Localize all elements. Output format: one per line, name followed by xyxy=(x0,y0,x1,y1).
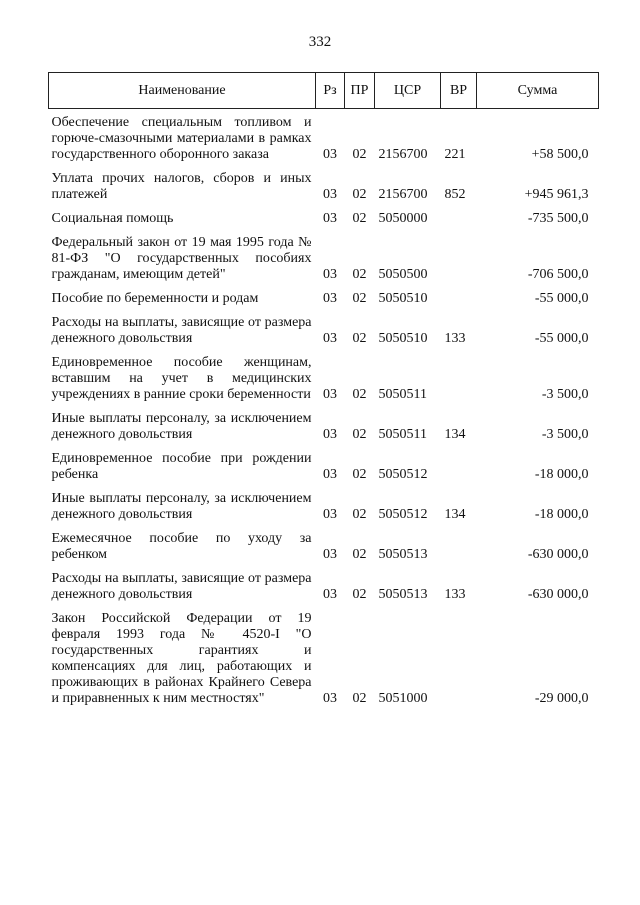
table-header xyxy=(49,73,599,109)
budget-table xyxy=(48,72,599,711)
row-name: Закон Российской Федерации от 19 февраля 1993 года № 4520-I "О государственных гарантиях и компенсациях для лиц, работающих и проживающих в районах Крайнего Севера и приравненных к ним местностях" xyxy=(51,611,312,706)
header-vr: ВР xyxy=(441,73,477,109)
row-rz: 03 xyxy=(323,331,337,346)
row-rz: 03 xyxy=(323,691,337,706)
row-pr: 02 xyxy=(352,427,367,442)
row-name: Социальная помощь xyxy=(51,211,174,226)
row-csr: 2156700 xyxy=(378,187,428,202)
row-csr: 5050500 xyxy=(378,267,428,282)
row-pr: 02 xyxy=(352,387,367,402)
row-sum: -706 500,0 xyxy=(527,267,589,282)
row-name: Пособие по беременности и родам xyxy=(51,291,259,306)
row-name: Единовременное пособие женщинам, вставшим на учет в медицинских учреждениях в ранние сроки беременности xyxy=(51,355,312,402)
row-csr: 5050512 xyxy=(378,467,428,482)
row-sum: -55 000,0 xyxy=(534,291,589,306)
row-sum: -3 500,0 xyxy=(541,387,589,402)
row-pr: 02 xyxy=(352,211,367,226)
row-vr xyxy=(441,351,477,407)
row-pr: 02 xyxy=(352,691,367,706)
row-rz: 03 xyxy=(323,187,337,202)
row-csr: 5050513 xyxy=(378,587,428,602)
row-vr: 852 xyxy=(444,187,466,202)
row-pr: 02 xyxy=(352,587,367,602)
row-name: Расходы на выплаты, зависящие от размера денежного довольствия xyxy=(51,315,312,346)
header-sum: Сумма xyxy=(477,73,599,109)
row-sum: -735 500,0 xyxy=(527,211,589,226)
row-pr: 02 xyxy=(352,267,367,282)
row-vr: 134 xyxy=(444,427,466,442)
row-vr: 134 xyxy=(444,507,466,522)
row-pr: 02 xyxy=(352,507,367,522)
row-rz: 03 xyxy=(323,267,337,282)
row-csr: 5050511 xyxy=(378,427,427,442)
row-vr: 133 xyxy=(444,587,466,602)
row-rz: 03 xyxy=(323,507,337,522)
table-row xyxy=(49,311,599,351)
row-sum: -55 000,0 xyxy=(534,331,589,346)
row-name: Обеспечение специальным топливом и горюче-смазочными материалами в рамках государственного оборонного заказа xyxy=(51,115,312,162)
row-name: Расходы на выплаты, зависящие от размера денежного довольствия xyxy=(51,571,312,602)
header-csr: ЦСР xyxy=(375,73,441,109)
table-row xyxy=(49,207,599,231)
table-row xyxy=(49,607,599,711)
header-pr: ПР xyxy=(345,73,375,109)
row-pr: 02 xyxy=(352,147,367,162)
row-name: Уплата прочих налогов, сборов и иных платежей xyxy=(51,171,312,202)
row-name: Единовременное пособие при рождении ребенка xyxy=(51,451,312,482)
row-sum: -3 500,0 xyxy=(541,427,589,442)
page-number: 332 xyxy=(308,34,332,50)
row-csr: 5050513 xyxy=(378,547,428,562)
header-rz: Рз xyxy=(316,73,345,109)
header-row xyxy=(49,73,599,109)
table-row xyxy=(49,407,599,447)
row-rz: 03 xyxy=(323,291,337,306)
table-row xyxy=(49,231,599,287)
row-csr: 5050000 xyxy=(378,211,428,226)
row-vr xyxy=(441,231,477,287)
row-sum: +58 500,0 xyxy=(531,147,589,162)
row-name: Ежемесячное пособие по уходу за ребенком xyxy=(51,531,312,562)
row-rz: 03 xyxy=(323,211,337,226)
header-name: Наименование xyxy=(49,73,316,109)
row-name: Иные выплаты персоналу, за исключением денежного довольствия xyxy=(51,491,312,522)
row-csr: 5050510 xyxy=(378,291,428,306)
table-row xyxy=(49,447,599,487)
table-row xyxy=(49,351,599,407)
row-sum: -18 000,0 xyxy=(534,467,589,482)
row-vr xyxy=(441,207,477,231)
table-body xyxy=(49,109,599,712)
row-sum: +945 961,3 xyxy=(524,187,589,202)
row-vr xyxy=(441,607,477,711)
row-rz: 03 xyxy=(323,147,337,162)
row-rz: 03 xyxy=(323,587,337,602)
row-csr: 5051000 xyxy=(378,691,428,706)
row-vr: 133 xyxy=(444,331,466,346)
row-sum: -630 000,0 xyxy=(527,547,589,562)
row-vr xyxy=(441,447,477,487)
row-rz: 03 xyxy=(323,547,337,562)
table-row xyxy=(49,109,599,168)
row-rz: 03 xyxy=(323,387,337,402)
table-row xyxy=(49,287,599,311)
row-csr: 5050512 xyxy=(378,507,428,522)
row-csr: 2156700 xyxy=(378,147,428,162)
row-sum: -29 000,0 xyxy=(534,691,589,706)
row-vr xyxy=(441,527,477,567)
table-row xyxy=(49,567,599,607)
row-pr: 02 xyxy=(352,547,367,562)
table-row xyxy=(49,527,599,567)
row-sum: -630 000,0 xyxy=(527,587,589,602)
row-pr: 02 xyxy=(352,187,367,202)
table-row xyxy=(49,167,599,207)
row-vr xyxy=(441,287,477,311)
row-rz: 03 xyxy=(323,427,337,442)
row-sum: -18 000,0 xyxy=(534,507,589,522)
row-csr: 5050511 xyxy=(378,387,427,402)
row-pr: 02 xyxy=(352,291,367,306)
table-row xyxy=(49,487,599,527)
row-name: Иные выплаты персоналу, за исключением денежного довольствия xyxy=(51,411,312,442)
row-csr: 5050510 xyxy=(378,331,428,346)
row-vr: 221 xyxy=(444,147,466,162)
row-pr: 02 xyxy=(352,331,367,346)
row-rz: 03 xyxy=(323,467,337,482)
row-name: Федеральный закон от 19 мая 1995 года № 81-ФЗ "О государственных пособиях гражданам, имеющим детей" xyxy=(51,235,312,282)
row-pr: 02 xyxy=(352,467,367,482)
